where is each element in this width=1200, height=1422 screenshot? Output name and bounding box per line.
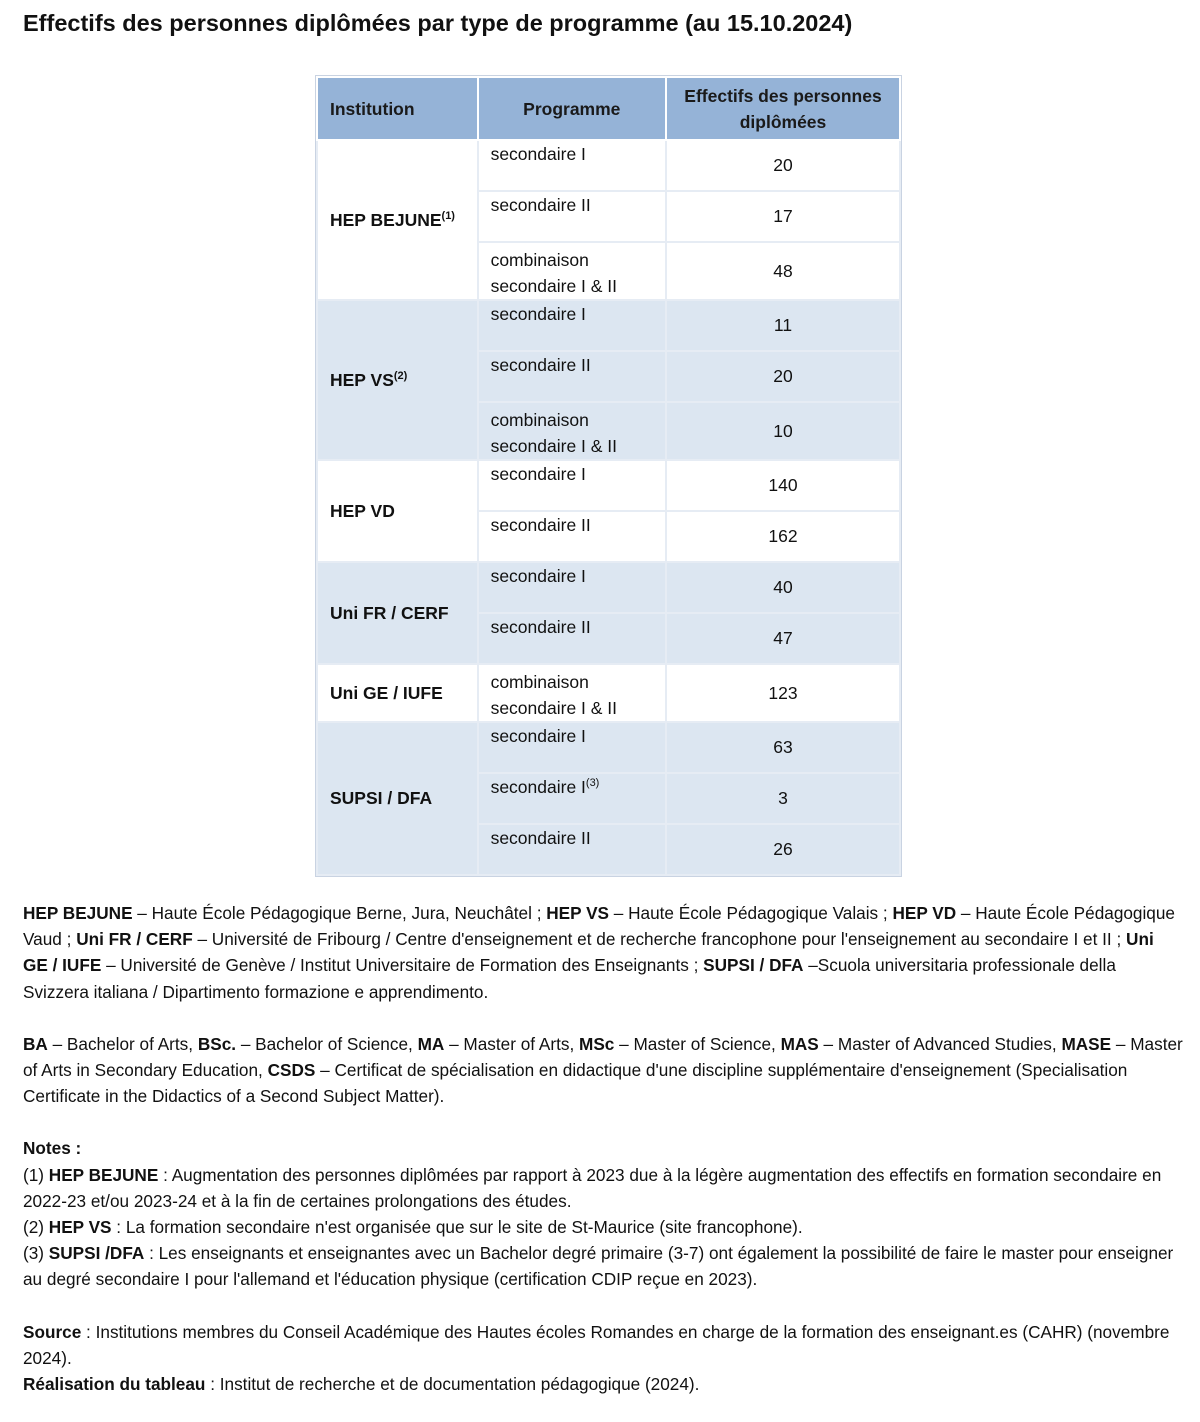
header-effectifs: Effectifs des personnes diplômées	[666, 77, 900, 140]
table-row	[317, 722, 900, 773]
programme-cell	[478, 511, 666, 562]
programme-name: combinaison secondaire I & II	[490, 250, 618, 296]
programme-name: secondaire I	[490, 144, 586, 164]
institution-cell	[317, 140, 478, 300]
footnote-marker: (2)	[393, 369, 408, 382]
source-line	[23, 1319, 1183, 1371]
institution-cell	[317, 664, 478, 722]
institution-name: HEP VS	[330, 369, 394, 390]
institution-abbreviations	[23, 900, 1183, 1005]
note-institution: HEP VS	[48, 1217, 112, 1238]
note-item	[23, 1162, 1183, 1214]
programme-name: combinaison secondaire I & II	[490, 410, 618, 456]
institution-name: HEP BEJUNE	[330, 209, 442, 230]
abbreviation-definition: – Bachelor of Science,	[236, 1033, 418, 1054]
abbreviation-definition: – Université de Fribourg / Centre d'enseignement et de recherche francophone pour l'enseignement au secondaire I et II ;	[192, 929, 1127, 950]
programme-name: secondaire II	[490, 195, 591, 215]
abbreviation: HEP VD	[892, 903, 957, 923]
header-programme: Programme	[478, 77, 666, 140]
abbreviation-definition: – Université de Genève / Institut Universitaire de Formation des Enseignants ;	[101, 955, 704, 976]
effectifs-cell: 123	[666, 664, 900, 722]
programme-cell	[478, 191, 666, 242]
source-text: : Institutions membres du Conseil Académique des Hautes écoles Romandes en charge de la formation des enseignant.es (CAHR) (novembre 2024).	[23, 1321, 1170, 1368]
institution-cell	[317, 722, 478, 875]
programme-cell	[478, 460, 666, 511]
institution-cell	[317, 300, 478, 460]
abbreviation-definition: – Haute École Pédagogique Berne, Jura, Neuchâtel ;	[132, 903, 547, 923]
graduates-table	[316, 76, 901, 876]
table-row	[317, 664, 900, 722]
abbreviation: BSc.	[197, 1033, 237, 1054]
abbreviation-definition: – Bachelor of Arts,	[47, 1033, 198, 1054]
footnote-marker: (1)	[441, 209, 455, 222]
note-item	[23, 1240, 1183, 1292]
abbreviation: BA	[23, 1033, 48, 1054]
effectifs-cell: 47	[666, 613, 900, 664]
programme-cell	[478, 562, 666, 613]
institution-cell	[317, 460, 478, 562]
programme-name: secondaire I	[490, 304, 586, 324]
note-text: : Les enseignants et enseignantes avec un Bachelor degré primaire (3-7) ont également la possibilité de faire le master pour enseigner au degré secondaire I pour l'allemand et l'éducation physique (certification CDIP reçue en 2023).	[23, 1243, 1174, 1290]
programme-name: secondaire II	[490, 355, 591, 375]
realisation-label: Réalisation du tableau	[23, 1374, 206, 1395]
institution-cell	[317, 562, 478, 664]
effectifs-cell: 63	[666, 722, 900, 773]
footnotes	[23, 900, 1183, 1397]
notes-heading: Notes :	[23, 1138, 82, 1159]
programme-cell	[478, 664, 666, 722]
abbreviation-definition: – Haute École Pédagogique Valais ;	[609, 903, 893, 923]
programme-cell	[478, 773, 666, 824]
table-row	[317, 460, 900, 511]
programme-name: secondaire II	[490, 515, 591, 535]
table-row	[317, 562, 900, 613]
note-number: (2)	[23, 1217, 49, 1238]
abbreviation: MSc	[579, 1033, 615, 1054]
source-label: Source	[23, 1321, 82, 1342]
programme-cell	[478, 242, 666, 300]
abbreviation: MASE	[1061, 1033, 1112, 1054]
programme-cell	[478, 613, 666, 664]
abbreviation: Uni GE / IUFE	[23, 929, 1154, 976]
programme-cell	[478, 402, 666, 460]
effectifs-cell: 10	[666, 402, 900, 460]
table-row	[317, 140, 900, 191]
notes-list	[23, 1162, 1183, 1293]
note-text: : La formation secondaire n'est organisée que sur le site de St-Maurice (site francophone).	[111, 1217, 803, 1238]
programme-cell	[478, 722, 666, 773]
programme-name: secondaire I	[490, 566, 586, 586]
note-institution: HEP BEJUNE	[48, 1164, 159, 1185]
institution-name: HEP VD	[330, 500, 395, 521]
programme-name: secondaire II	[490, 828, 591, 848]
programme-name: secondaire I	[490, 464, 586, 484]
realisation-text: : Institut de recherche et de documentation pédagogique (2024).	[205, 1374, 700, 1395]
effectifs-cell: 162	[666, 511, 900, 562]
degree-abbreviations	[23, 1031, 1183, 1110]
effectifs-cell: 11	[666, 300, 900, 351]
note-number: (1)	[23, 1164, 49, 1185]
effectifs-cell: 20	[666, 351, 900, 402]
institution-name: Uni GE / IUFE	[330, 682, 443, 703]
table-row	[317, 300, 900, 351]
abbreviation-definition: – Master of Arts in Secondary Education,	[23, 1033, 1183, 1081]
effectifs-cell: 40	[666, 562, 900, 613]
note-item	[23, 1214, 1183, 1240]
note-text: : Augmentation des personnes diplômées par rapport à 2023 due à la légère augmentation des effectifs en formation secondaire en 2022-23 et/ou 2023-24 et à la fin de certaines prolongations des études.	[23, 1164, 1162, 1211]
footnote-marker: (3)	[585, 777, 600, 789]
institution-name: SUPSI / DFA	[330, 788, 433, 808]
abbreviation: SUPSI / DFA	[703, 955, 804, 976]
programme-cell	[478, 351, 666, 402]
abbreviation: Uni FR / CERF	[76, 929, 193, 950]
effectifs-cell: 17	[666, 191, 900, 242]
realisation-line	[23, 1371, 1183, 1397]
abbreviation: MAS	[780, 1033, 819, 1054]
note-number: (3)	[23, 1243, 49, 1264]
abbreviation-definition: – Master of Arts,	[444, 1033, 579, 1054]
programme-cell	[478, 300, 666, 351]
header-institution: Institution	[317, 77, 478, 140]
abbreviation: CSDS	[267, 1060, 316, 1081]
programme-name: secondaire I	[490, 726, 586, 746]
programme-name: secondaire I	[490, 777, 586, 797]
abbreviation-definition: – Haute École Pédagogique Vaud ;	[23, 903, 1175, 950]
effectifs-cell: 140	[666, 460, 900, 511]
table-body	[317, 140, 900, 875]
abbreviation-definition: – Master of Science,	[614, 1033, 781, 1054]
effectifs-cell: 3	[666, 773, 900, 824]
abbreviation: MA	[417, 1033, 445, 1054]
institution-name: Uni FR / CERF	[330, 602, 449, 623]
abbreviation-definition: – Master of Advanced Studies,	[818, 1033, 1062, 1054]
programme-cell	[478, 140, 666, 191]
effectifs-cell: 20	[666, 140, 900, 191]
note-institution: SUPSI /DFA	[48, 1243, 145, 1264]
effectifs-cell: 26	[666, 824, 900, 875]
page-title: Effectifs des personnes diplômées par type de programme (au 15.10.2024)	[23, 10, 853, 36]
abbreviation-definition: –Scuola universitaria professionale della Svizzera italiana / Dipartimento formazione e apprendimento.	[23, 955, 1116, 1002]
programme-name: secondaire II	[490, 617, 591, 637]
programme-name: combinaison secondaire I & II	[490, 672, 618, 718]
abbreviation: HEP VS	[546, 903, 609, 923]
abbreviation: HEP BEJUNE	[23, 903, 133, 923]
table-header-row	[317, 77, 900, 140]
programme-cell	[478, 824, 666, 875]
abbreviation-definition: – Certificat de spécialisation en didactique d'une discipline supplémentaire d'enseignement (Specialisation Certificate in the Didactics of a Second Subject Matter).	[23, 1060, 1128, 1107]
effectifs-cell: 48	[666, 242, 900, 300]
